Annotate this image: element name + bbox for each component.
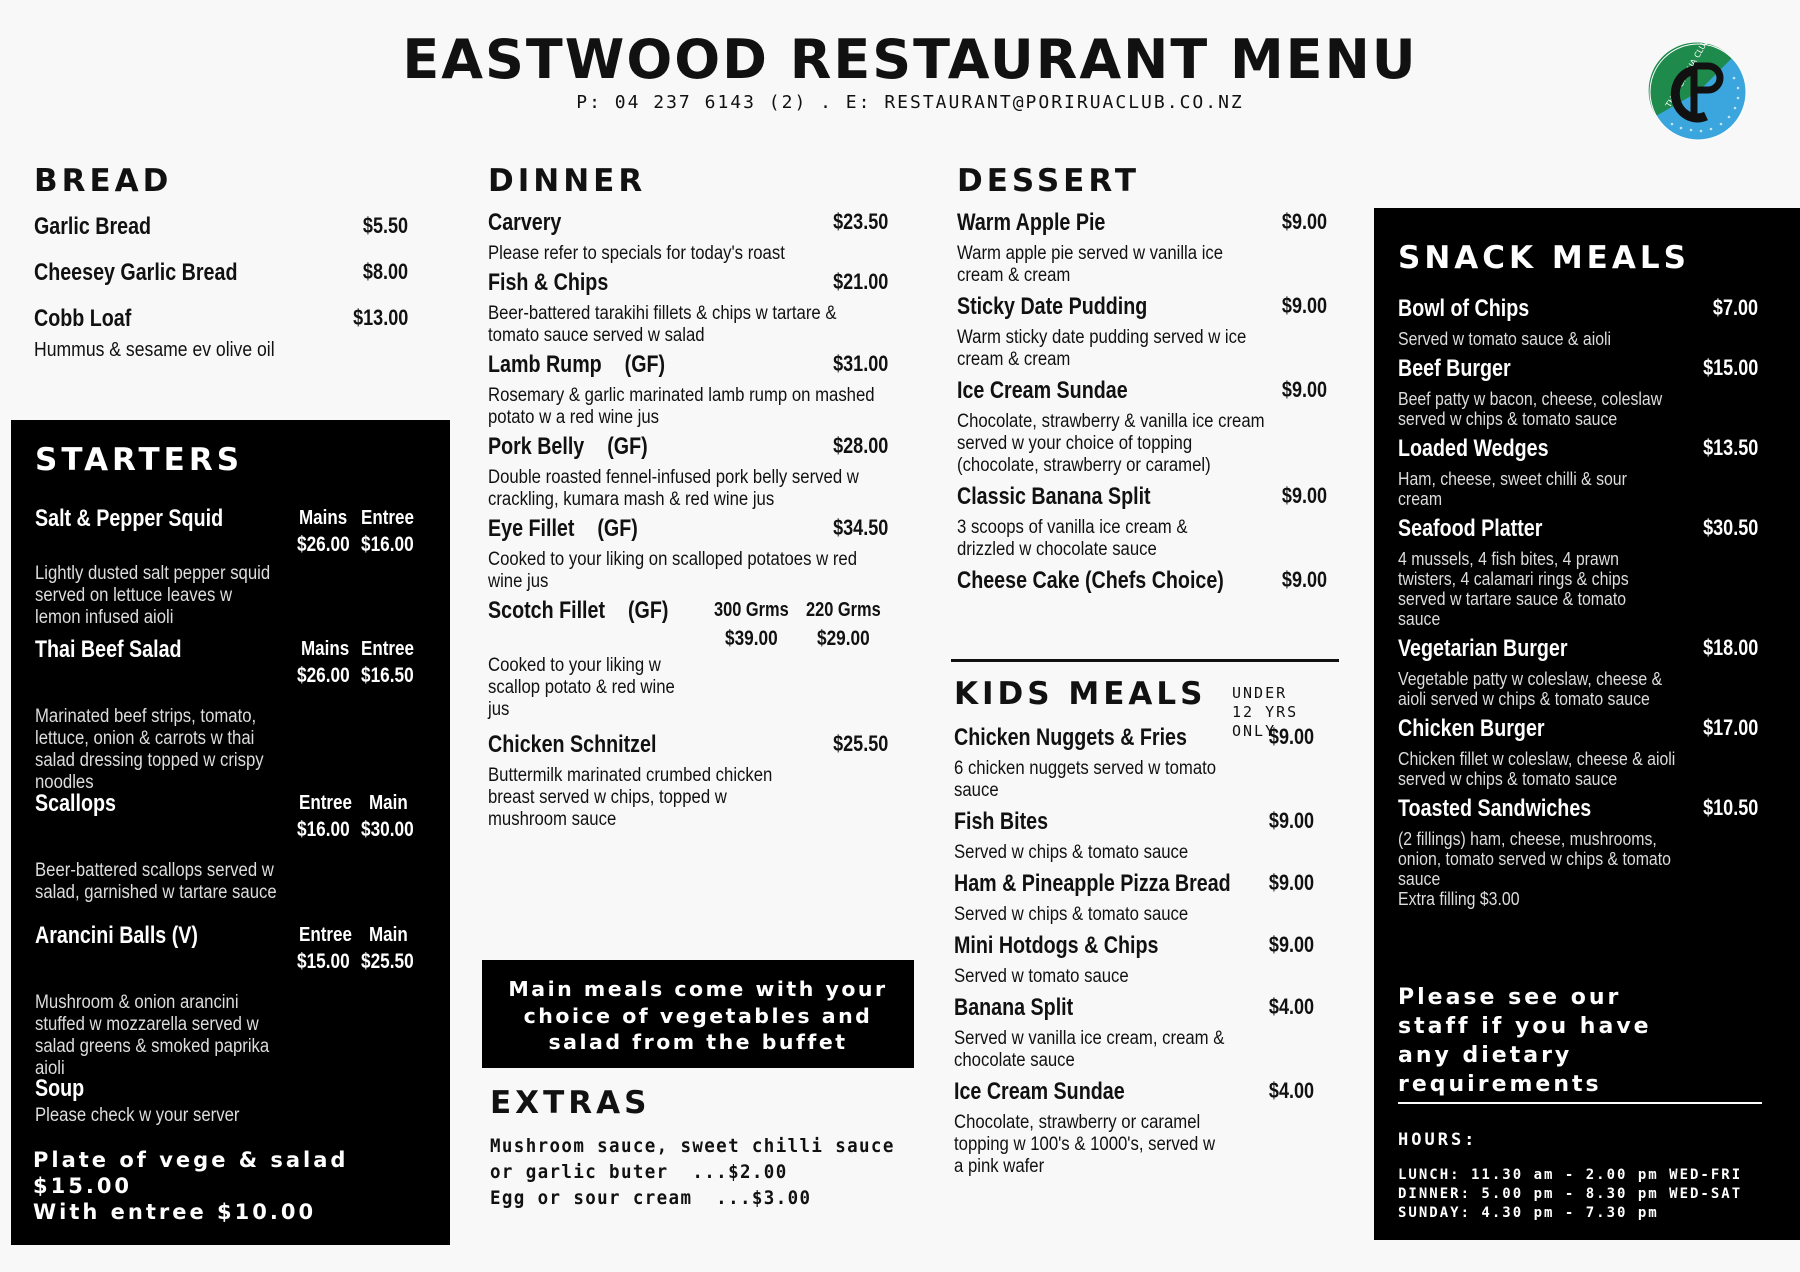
item-name: Seafood Platter	[1398, 515, 1543, 542]
item-desc: Served w chips & tomato sauce	[954, 904, 1189, 925]
item-desc: Served w vanilla ice cream, cream & chocolate sauce	[954, 1028, 1225, 1071]
dinner-heading: DINNER	[488, 163, 647, 199]
menu-item	[1398, 295, 1758, 349]
item-name: Ice Cream Sundae	[957, 377, 1128, 404]
item-name: Loaded Wedges	[1398, 435, 1549, 462]
menu-item	[35, 922, 435, 1079]
size-label: Entree	[361, 507, 414, 529]
item-price: $16.00	[361, 533, 414, 556]
item-desc: Warm apple pie served w vanilla ice cream & cream	[957, 243, 1224, 286]
item-name: Ham & Pineapple Pizza Bread	[954, 870, 1231, 897]
item-price: $26.00	[297, 664, 350, 687]
item-name: Ice Cream Sundae	[954, 1078, 1125, 1105]
menu-item	[1398, 715, 1758, 789]
menu-item	[954, 932, 1314, 988]
menu-title: EASTWOOD RESTAURANT MENU	[402, 28, 1418, 91]
menu-item	[34, 213, 408, 259]
dinner-section	[488, 163, 888, 831]
item-name: Toasted Sandwiches	[1398, 795, 1592, 822]
item-desc: Vegetable patty w coleslaw, cheese & aioli served w chips & tomato sauce	[1398, 669, 1663, 709]
item-desc: Ham, cheese, sweet chilli & sour cream	[1398, 469, 1627, 509]
dietary-note: Please see our staff if you have any dietary requirements	[1398, 985, 1652, 1097]
size-label: Mains	[299, 507, 348, 529]
item-name: Chicken Schnitzel	[488, 731, 657, 758]
snacks-heading: SNACK MEALS	[1398, 240, 1690, 276]
starters-panel	[11, 420, 450, 1245]
opening-hours: LUNCH: 11.30 am - 2.00 pm WED-FRI DINNER: 5.00 pm - 8.30 pm WED-SAT SUNDAY: 4.30 pm - 7.30 pm	[1398, 1167, 1743, 1221]
item-price: $31.00	[832, 351, 888, 376]
item-name: Beef Burger	[1398, 355, 1511, 382]
item-price: $10.50	[1702, 795, 1758, 820]
item-price: $7.00	[1712, 295, 1758, 320]
menu-item	[954, 994, 1314, 1072]
menu-item	[488, 433, 888, 511]
menu-item	[34, 305, 408, 339]
item-price: $9.00	[1268, 724, 1314, 749]
item-price: $25.50	[832, 731, 888, 756]
menu-item	[35, 790, 435, 903]
menu-item	[957, 293, 1327, 371]
bread-section	[34, 163, 408, 361]
menu-item	[1398, 795, 1758, 909]
item-desc: Served w chips & tomato sauce	[954, 842, 1189, 863]
menu-item	[954, 808, 1314, 864]
item-price: $15.00	[297, 950, 350, 973]
menu-item	[488, 209, 888, 265]
item-desc: Cooked to your liking on scalloped potatoes w red wine jus	[488, 549, 857, 592]
starters-heading: STARTERS	[35, 442, 244, 478]
extra-filling-note: Extra filling $3.00	[1398, 889, 1520, 909]
menu-item	[957, 377, 1327, 477]
menu-item	[957, 483, 1327, 561]
main-meals-note: Main meals come with your choice of vegetables and salad from the buffet	[482, 960, 914, 1068]
extras-list: Mushroom sauce, sweet chilli sauce or garlic buter ...$2.00 Egg or sour cream ...$3.00	[490, 1135, 895, 1209]
size-label: Mains	[301, 638, 350, 660]
section-divider	[951, 659, 1339, 662]
item-price: $30.00	[361, 818, 414, 841]
size-label: 220 Grms	[806, 599, 881, 621]
item-name: Chicken Burger	[1398, 715, 1545, 742]
item-price: $5.50	[362, 213, 408, 238]
item-desc: Beer-battered scallops served w salad, garnished w tartare sauce	[35, 860, 277, 903]
item-desc: 3 scoops of vanilla ice cream & drizzled w chocolate sauce	[957, 517, 1188, 560]
snack-meals-panel	[1374, 208, 1800, 1240]
menu-item	[954, 1078, 1314, 1178]
item-price: $13.00	[352, 305, 408, 330]
item-name: Mini Hotdogs & Chips	[954, 932, 1159, 959]
item-name: Pork Belly (GF)	[488, 433, 648, 460]
item-price: $18.00	[1702, 635, 1758, 660]
extras-heading: EXTRAS	[490, 1085, 651, 1121]
item-price: $28.00	[832, 433, 888, 458]
item-price: $9.00	[1268, 932, 1314, 957]
hours-divider	[1398, 1102, 1762, 1104]
menu-item	[488, 731, 888, 831]
item-desc: Mushroom & onion arancini stuffed w mozzarella served w salad greens & smoked paprika aioli	[35, 992, 270, 1079]
menu-item	[488, 515, 888, 593]
menu-item	[1398, 515, 1758, 629]
item-name: Arancini Balls (V)	[35, 922, 198, 949]
item-name: Warm Apple Pie	[957, 209, 1106, 236]
item-desc: Chocolate, strawberry or caramel topping w 100's & 1000's, served w a pink wafer	[954, 1112, 1216, 1177]
contact-info: P: 04 237 6143 (2) . E: RESTAURANT@PORIRUACLUB.CO.NZ	[576, 92, 1244, 113]
kids-meals-section	[954, 676, 1338, 1178]
item-desc: Double roasted fennel-infused pork belly served w crackling, kumara mash & red wine jus	[488, 467, 859, 510]
menu-item	[35, 505, 435, 628]
item-name: Thai Beef Salad	[35, 636, 182, 663]
item-price: $17.00	[1702, 715, 1758, 740]
item-desc: Buttermilk marinated crumbed chicken breast served w chips, topped w mushroom sauce	[488, 765, 773, 830]
item-name: Chicken Nuggets & Fries	[954, 724, 1187, 751]
item-price: $8.00	[362, 259, 408, 284]
item-desc: Rosemary & garlic marinated lamb rump on mashed potato w a red wine jus	[488, 385, 875, 428]
item-desc: (2 fillings) ham, cheese, mushrooms, onion, tomato served w chips & tomato sauce	[1398, 829, 1671, 889]
item-price: $16.00	[297, 818, 350, 841]
item-desc: Please refer to specials for today's roast	[488, 243, 785, 264]
bread-heading: BREAD	[34, 163, 173, 199]
item-name: Salt & Pepper Squid	[35, 505, 224, 532]
item-name: Cheesey Garlic Bread	[34, 259, 238, 286]
menu-item	[35, 636, 435, 793]
menu-item	[488, 597, 888, 721]
kids-age-note: UNDER 12 YRS ONLY	[1232, 684, 1299, 740]
item-price: $16.50	[361, 664, 414, 687]
item-price: $13.50	[1702, 435, 1758, 460]
item-desc: 6 chicken nuggets served w tomato sauce	[954, 758, 1217, 801]
item-desc: Beer-battered tarakihi fillets & chips w tartare & tomato sauce served w salad	[488, 303, 837, 346]
item-price: $4.00	[1268, 1078, 1314, 1103]
menu-item	[957, 567, 1327, 601]
item-price: $4.00	[1268, 994, 1314, 1019]
item-price: $9.00	[1268, 808, 1314, 833]
item-name: Fish Bites	[954, 808, 1049, 835]
item-desc: Served w tomato sauce	[954, 966, 1129, 987]
size-label: Main	[369, 792, 408, 814]
item-price: $25.50	[361, 950, 414, 973]
item-name: Garlic Bread	[34, 213, 152, 240]
item-desc: Cooked to your liking w scallop potato & red wine jus	[488, 655, 675, 720]
menu-item	[1398, 355, 1758, 429]
dessert-section	[957, 163, 1327, 601]
item-desc: Chicken fillet w coleslaw, cheese & aioli served w chips & tomato sauce	[1398, 749, 1676, 789]
item-price: $29.00	[817, 627, 870, 650]
item-price: $9.00	[1281, 567, 1327, 592]
gluten-free-tag: (GF)	[607, 433, 648, 460]
item-name: Cheese Cake (Chefs Choice)	[957, 567, 1224, 594]
item-price: $15.00	[1702, 355, 1758, 380]
item-name: Soup	[35, 1075, 85, 1102]
item-name: Lamb Rump (GF)	[488, 351, 666, 378]
item-name: Scotch Fillet (GF)	[488, 597, 669, 624]
item-name: Classic Banana Split	[957, 483, 1151, 510]
menu-item	[954, 724, 1314, 802]
item-name: Cobb Loaf	[34, 305, 132, 332]
menu-item	[1398, 635, 1758, 709]
item-desc: Hummus & sesame ev olive oil	[34, 339, 275, 361]
size-label: 300 Grms	[714, 599, 789, 621]
item-desc: 4 mussels, 4 fish bites, 4 prawn twisters, 4 calamari rings & chips served w tartare sauce & tomato sauce	[1398, 549, 1629, 629]
size-label: Main	[369, 924, 408, 946]
menu-item	[1398, 435, 1758, 509]
item-desc: Chocolate, strawberry & vanilla ice cream served w your choice of topping (chocolate, strawberry or caramel)	[957, 411, 1265, 476]
item-desc: Beef patty w bacon, cheese, coleslaw served w chips & tomato sauce	[1398, 389, 1663, 429]
size-label: Entree	[361, 638, 414, 660]
item-desc: Please check w your server	[35, 1105, 240, 1126]
item-price: $9.00	[1281, 483, 1327, 508]
menu-item	[34, 259, 408, 305]
item-desc: Served w tomato sauce & aioli	[1398, 329, 1612, 349]
menu-item	[35, 1075, 435, 1126]
item-price: $9.00	[1268, 870, 1314, 895]
item-price: $9.00	[1281, 377, 1327, 402]
item-desc: Lightly dusted salt pepper squid served on lettuce leaves w lemon infused aioli	[35, 563, 271, 628]
vege-plate-note: Plate of vege & salad $15.00 With entree $10.00	[33, 1148, 349, 1224]
menu-item	[488, 351, 888, 429]
size-label: Entree	[299, 792, 352, 814]
item-name: Fish & Chips	[488, 269, 609, 296]
item-name: Carvery	[488, 209, 562, 236]
item-price: $21.00	[832, 269, 888, 294]
item-name: Eye Fillet (GF)	[488, 515, 638, 542]
item-price: $26.00	[297, 533, 350, 556]
item-name: Sticky Date Pudding	[957, 293, 1148, 320]
kids-heading: KIDS MEALS	[954, 676, 1207, 712]
gluten-free-tag: (GF)	[627, 597, 669, 624]
porirua-club-logo-icon	[1648, 42, 1748, 142]
item-price: $30.50	[1702, 515, 1758, 540]
dessert-heading: DESSERT	[957, 163, 1140, 199]
menu-item	[954, 870, 1314, 926]
item-price: $39.00	[725, 627, 778, 650]
item-name: Banana Split	[954, 994, 1074, 1021]
item-price: $9.00	[1281, 209, 1327, 234]
item-name: Bowl of Chips	[1398, 295, 1530, 322]
item-name: Vegetarian Burger	[1398, 635, 1568, 662]
size-label: Entree	[299, 924, 352, 946]
extras-section	[490, 1085, 930, 1211]
item-price: $9.00	[1281, 293, 1327, 318]
hours-heading: HOURS:	[1398, 1130, 1478, 1150]
menu-item	[488, 269, 888, 347]
item-desc: Marinated beef strips, tomato, lettuce, onion & carrots w thai salad dressing topped w crispy noodles	[35, 706, 264, 793]
item-price: $23.50	[832, 209, 888, 234]
gluten-free-tag: (GF)	[624, 351, 666, 378]
menu-item	[957, 209, 1327, 287]
item-name: Scallops	[35, 790, 116, 817]
gluten-free-tag: (GF)	[597, 515, 638, 542]
item-desc: Warm sticky date pudding served w ice cream & cream	[957, 327, 1247, 370]
item-price: $34.50	[832, 515, 888, 540]
